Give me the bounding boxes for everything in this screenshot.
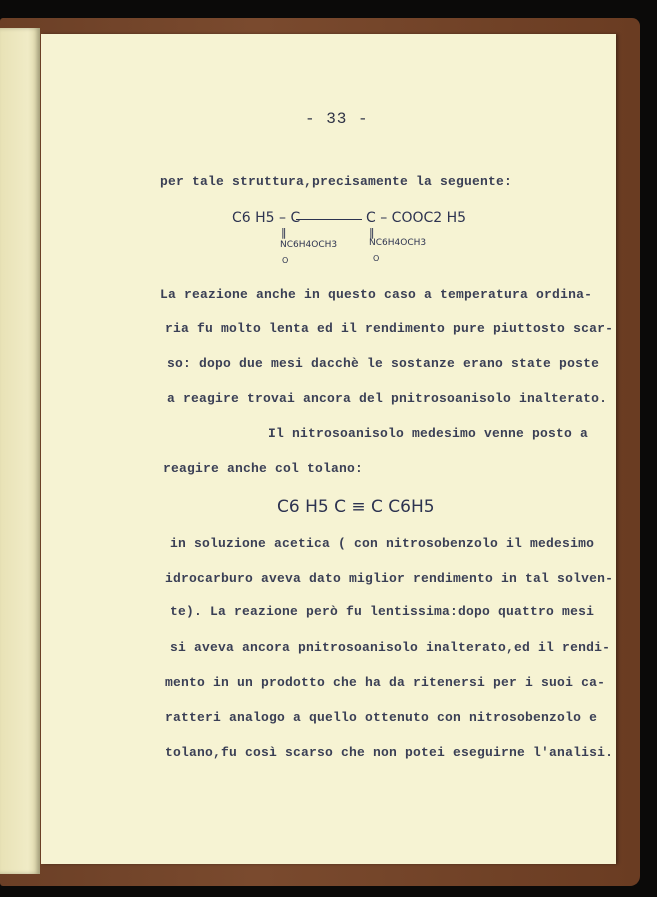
text-line: tolano,fu così scarso che non potei eseguirne l'analisi. <box>165 745 614 760</box>
text-line: idrocarburo aveva dato miglior rendimento in tal solven- <box>165 571 614 586</box>
formula-bond-line <box>296 219 362 220</box>
formula-left-group: C6 H5 – C <box>232 210 301 226</box>
text-line: a reagire trovai ancora del pnitrosoanisolo inalterato. <box>167 391 608 406</box>
text-line: reagire anche col tolano: <box>163 461 364 476</box>
document-page <box>41 34 616 864</box>
formula-left-double-bond: ‖ <box>281 226 287 239</box>
formula-right-substituent: NC6H4OCH3 <box>369 238 427 248</box>
text-line: per tale struttura,precisamente la seguente: <box>160 174 513 189</box>
left-page-edge <box>0 28 40 874</box>
formula-right-oxygen: O <box>373 254 380 263</box>
formula-right-group: C – COOC2 H5 <box>366 210 467 226</box>
formula-right-double-bond: ‖ <box>369 226 375 239</box>
text-line: ratteri analogo a quello ottenuto con nitrosobenzolo e <box>165 710 598 725</box>
text-line: La reazione anche in questo caso a temperatura ordina- <box>160 287 593 302</box>
page-number: - 33 - <box>305 110 369 128</box>
formula-left-oxygen: O <box>282 256 289 265</box>
tolane-formula: C6 H5 C ≡ C C6H5 <box>277 497 435 517</box>
text-line: mento in un prodotto che ha da ritenersi per i suoi ca- <box>165 675 606 690</box>
text-line: ria fu molto lenta ed il rendimento pure piuttosto scar- <box>165 321 614 336</box>
text-line: te). La reazione però fu lentissima:dopo quattro mesi <box>170 604 595 619</box>
formula-left-substituent: NC6H4OCH3 <box>280 240 338 250</box>
text-line: so: dopo due mesi dacchè le sostanze erano state poste <box>167 356 600 371</box>
text-line: si aveva ancora pnitrosoanisolo inalterato,ed il rendi- <box>170 640 611 655</box>
text-line: in soluzione acetica ( con nitrosobenzolo il medesimo <box>170 536 595 551</box>
text-line: Il nitrosoanisolo medesimo venne posto a <box>268 426 589 441</box>
